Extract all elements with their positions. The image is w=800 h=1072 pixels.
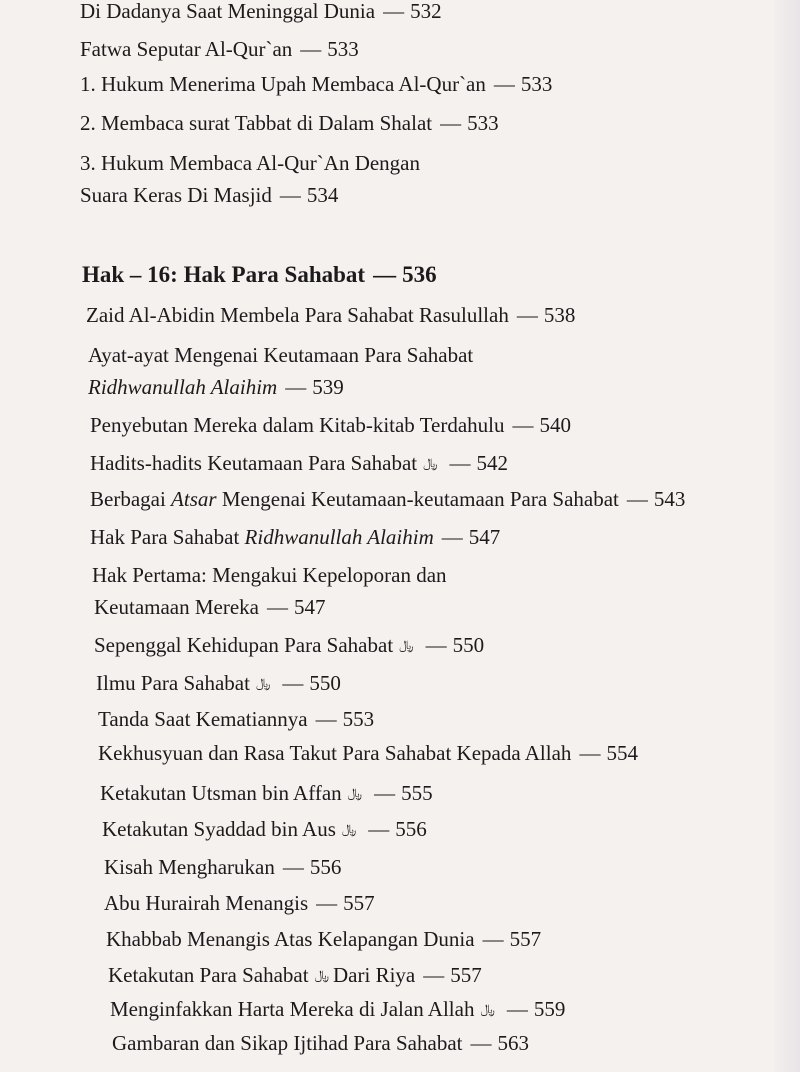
toc-entry: Berbagai Atsar Mengenai Keutamaan-keutamaan Para Sahabat — 543 xyxy=(90,487,686,511)
page-number: 539 xyxy=(312,375,344,399)
toc-entry: Zaid Al-Abidin Membela Para Sahabat Rasulullah — 538 xyxy=(86,303,576,327)
page-number: 542 xyxy=(476,451,509,475)
toc-entry: Suara Keras Di Masjid — 534 xyxy=(80,183,339,207)
dash: — xyxy=(506,997,528,1021)
dash: — xyxy=(493,72,515,96)
page-number: 559 xyxy=(533,997,566,1021)
salawat-icon: ﷼ xyxy=(399,637,414,653)
page-number: 533 xyxy=(327,37,359,61)
dash: — xyxy=(449,451,471,475)
toc-entry: Fatwa Seputar Al-Qur`an — 533 xyxy=(80,37,359,61)
toc-entry: 3. Hukum Membaca Al-Qur`An Dengan xyxy=(80,151,420,175)
page-number: 563 xyxy=(497,1031,529,1055)
dash: — xyxy=(423,963,445,987)
salawat-icon: ﷼ xyxy=(341,821,357,837)
dash: — xyxy=(440,111,462,135)
toc-entry: Di Dadanya Saat Meninggal Dunia — 532 xyxy=(80,0,442,23)
page-number: 556 xyxy=(395,817,427,841)
dash: — xyxy=(482,927,504,951)
dash: — xyxy=(285,375,307,399)
dash: — xyxy=(373,262,397,287)
toc-entry: 1. Hukum Menerima Upah Membaca Al-Qur`an — 533 xyxy=(80,72,553,96)
page-number: 553 xyxy=(342,707,375,731)
toc-entry: Kisah Mengharukan — 556 xyxy=(104,855,342,879)
page-number: 550 xyxy=(452,633,485,657)
page-number: 534 xyxy=(306,183,339,207)
toc-entry: Hak Pertama: Mengakui Kepeloporan dan xyxy=(92,563,447,587)
page-number: 554 xyxy=(606,741,638,765)
toc-entry: Abu Hurairah Menangis — 557 xyxy=(104,891,375,915)
toc-entry: Ketakutan Utsman bin Affan ﷼ — 555 xyxy=(100,781,433,805)
salawat-icon: ﷼ xyxy=(255,675,271,691)
page-number: 555 xyxy=(401,781,433,805)
toc-entry: Keutamaan Mereka — 547 xyxy=(94,595,326,619)
dash: — xyxy=(267,595,288,619)
page-number: 543 xyxy=(653,487,686,511)
page-number: 557 xyxy=(343,891,375,915)
toc-entry: Menginfakkan Harta Mereka di Jalan Allah ﷼ — 559 xyxy=(110,997,566,1021)
page-number: 533 xyxy=(520,72,553,96)
page-number: 540 xyxy=(539,413,572,437)
dash: — xyxy=(441,525,463,549)
toc-entry: Ridhwanullah Alaihim — 539 xyxy=(88,375,344,399)
toc-entry: Ilmu Para Sahabat ﷼ — 550 xyxy=(96,671,341,695)
toc-entry: Sepenggal Kehidupan Para Sahabat ﷼ — 550 xyxy=(94,633,485,657)
toc-entry: Ketakutan Syaddad bin Aus ﷼ — 556 xyxy=(102,817,427,841)
page-number: 547 xyxy=(468,525,501,549)
page-number: 550 xyxy=(309,671,341,695)
dash: — xyxy=(282,671,304,695)
dash: — xyxy=(300,37,322,61)
salawat-icon: ﷼ xyxy=(423,455,438,471)
page-number: 556 xyxy=(309,855,342,879)
page-number: 533 xyxy=(467,111,499,135)
toc-entry: Penyebutan Mereka dalam Kitab-kitab Terdahulu — 540 xyxy=(90,413,572,437)
page-number: 538 xyxy=(543,303,576,327)
dash: — xyxy=(470,1031,492,1055)
toc-entry: Kekhusyuan dan Rasa Takut Para Sahabat Kepada Allah — 554 xyxy=(98,741,638,765)
dash: — xyxy=(626,487,648,511)
page-number: 557 xyxy=(509,927,542,951)
toc-entry: 2. Membaca surat Tabbat di Dalam Shalat — 533 xyxy=(80,111,499,135)
dash: — xyxy=(316,891,338,915)
page-number: 532 xyxy=(410,0,442,23)
page-number: 536 xyxy=(402,262,437,287)
salawat-icon: ﷼ xyxy=(314,967,329,983)
dash: — xyxy=(315,707,337,731)
toc-entry: Ayat-ayat Mengenai Keutamaan Para Sahabat xyxy=(88,343,474,367)
dash: — xyxy=(368,817,390,841)
dash: — xyxy=(512,413,534,437)
dash: — xyxy=(374,781,396,805)
dash: — xyxy=(282,855,304,879)
page-number: 557 xyxy=(450,963,482,987)
dash: — xyxy=(516,303,538,327)
toc-entry: Tanda Saat Kematiannya — 553 xyxy=(98,707,375,731)
dash: — xyxy=(579,741,601,765)
toc-entry: Hak Para Sahabat Ridhwanullah Alaihim — 547 xyxy=(90,525,501,549)
dash: — xyxy=(383,0,405,23)
dash: — xyxy=(425,633,447,657)
toc-entry: Ketakutan Para Sahabat ﷼ Dari Riya — 557 xyxy=(108,963,482,987)
section-heading: Hak – 16: Hak Para Sahabat — 536 xyxy=(82,262,437,287)
toc-entry: Gambaran dan Sikap Ijtihad Para Sahabat — 563 xyxy=(112,1031,529,1055)
toc-entry: Hadits-hadits Keutamaan Para Sahabat ﷼ — 542 xyxy=(90,451,509,475)
salawat-icon: ﷼ xyxy=(480,1001,495,1017)
page-number: 547 xyxy=(294,595,326,619)
dash: — xyxy=(279,183,301,207)
salawat-icon: ﷼ xyxy=(347,785,363,801)
toc-entry: Khabbab Menangis Atas Kelapangan Dunia — 557 xyxy=(106,927,542,951)
